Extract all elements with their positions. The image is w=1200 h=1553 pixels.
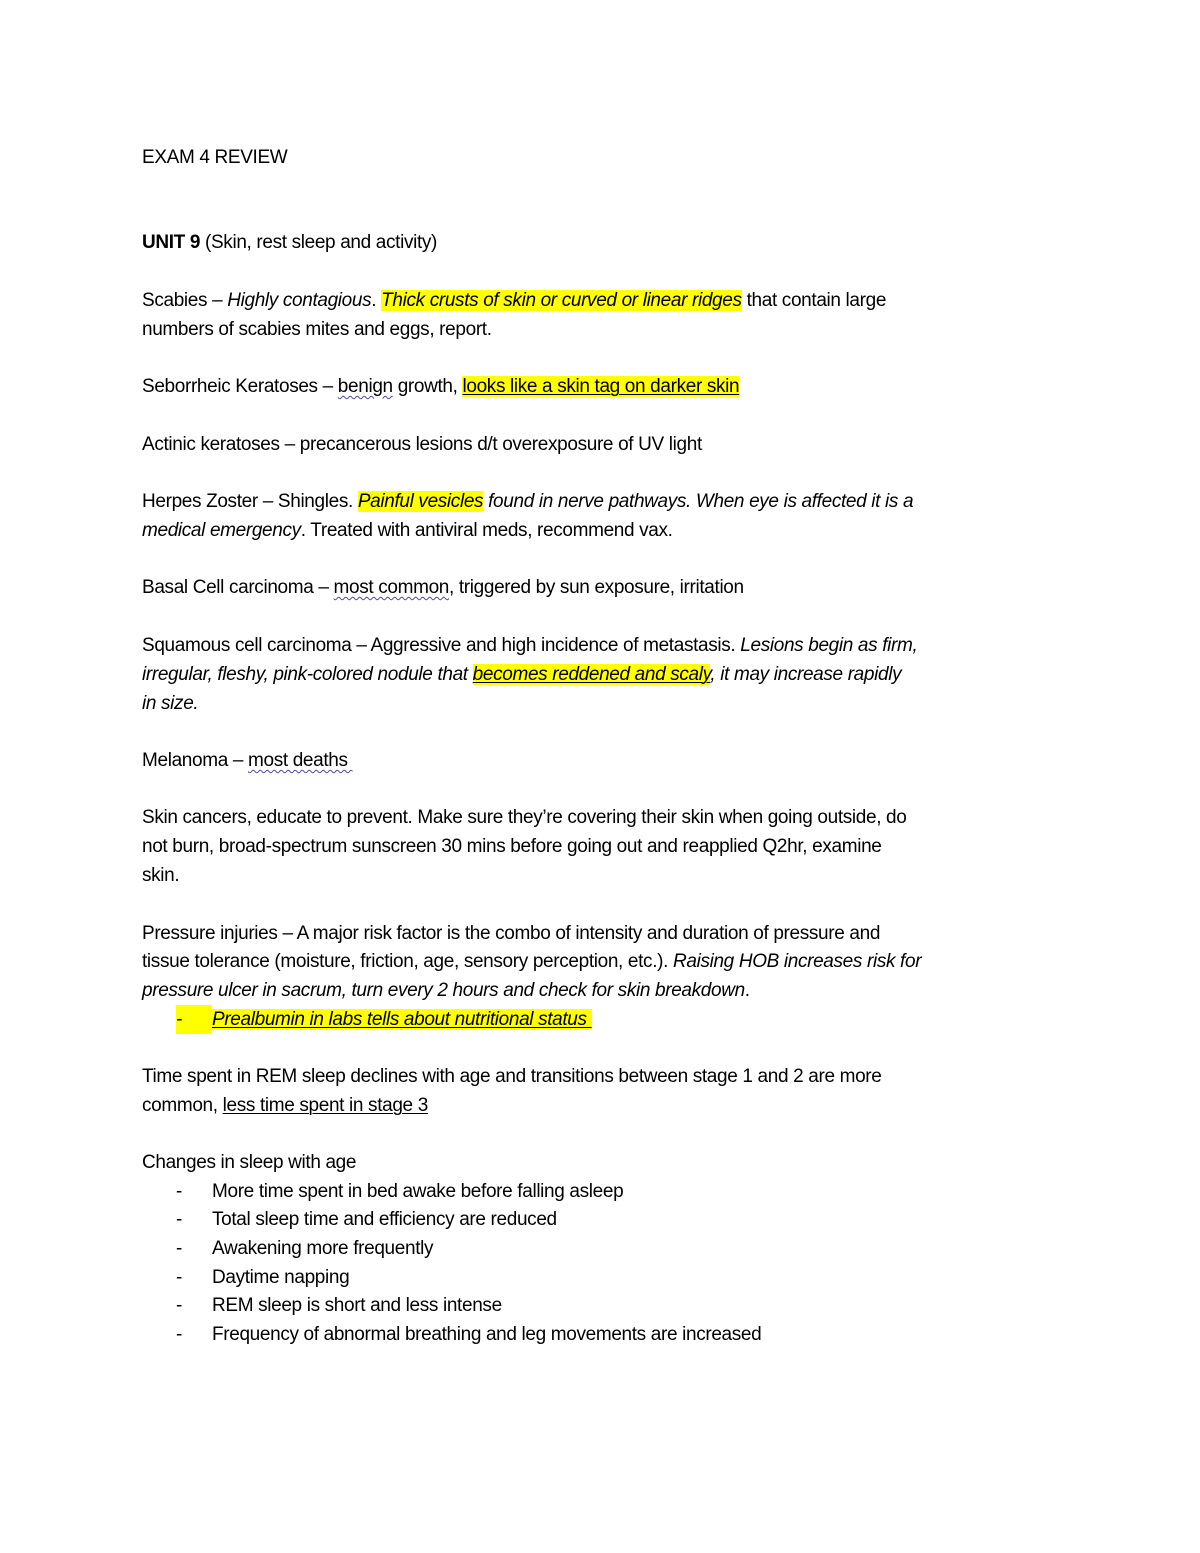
melanoma-wavy: most deaths	[248, 750, 353, 771]
herpes-term: Herpes Zoster – Shingles.	[142, 491, 358, 512]
pressure-line-3a: pressure ulcer in sacrum, turn every 2 hours and check for skin breakdown	[142, 980, 745, 1001]
unit-rest: (Skin, rest sleep and activity)	[200, 232, 438, 253]
pressure-line-1: Pressure injuries – A major risk factor is the combo of intensity and duration of pressure and	[142, 923, 881, 944]
pressure-bullet-dash: -	[176, 1005, 212, 1034]
squamous-italic-1: Lesions begin as firm,	[740, 635, 918, 656]
pressure-line-2	[142, 947, 921, 976]
changes-item-text: Awakening more frequently	[212, 1238, 434, 1259]
seborrheic-term: Seborrheic Keratoses –	[142, 376, 338, 397]
pressure-bullet	[142, 1005, 592, 1034]
changes-dash: -	[176, 1295, 182, 1316]
scabies-highlight: Thick crusts of skin or curved or linear ridges	[381, 290, 742, 311]
changes-item-text: Daytime napping	[212, 1267, 350, 1288]
skin-cancers-line-2: not burn, broad-spectrum sunscreen 30 mins before going out and reapplied Q2hr, examine	[142, 836, 882, 857]
changes-item	[142, 1177, 623, 1206]
changes-dash: -	[176, 1209, 182, 1230]
changes-item-text: More time spent in bed awake before falling asleep	[212, 1181, 624, 1202]
changes-item	[142, 1234, 433, 1263]
skin-cancers-line-1: Skin cancers, educate to prevent. Make sure they’re covering their skin when going outside, do	[142, 807, 907, 828]
unit-heading	[142, 228, 437, 257]
changes-item-text: REM sleep is short and less intense	[212, 1295, 502, 1316]
changes-item-text: Frequency of abnormal breathing and leg movements are increased	[212, 1324, 762, 1345]
rem-line-1: Time spent in REM sleep declines with age and transitions between stage 1 and 2 are more	[142, 1066, 882, 1087]
changes-dash: -	[176, 1238, 182, 1259]
pressure-line-3	[142, 976, 750, 1005]
herpes-line-2	[142, 516, 673, 545]
basal-wavy: most common	[333, 577, 450, 598]
squamous-italic-3: in size.	[142, 693, 199, 714]
squamous-italic-2a: irregular, fleshy, pink-colored nodule that	[142, 664, 473, 685]
scabies-term: Scabies –	[142, 290, 228, 311]
squamous-line-3	[142, 689, 198, 718]
scabies-line-2: numbers of scabies mites and eggs, report.	[142, 319, 492, 340]
squamous-line-1	[142, 631, 917, 660]
unit-bold: UNIT 9	[142, 232, 201, 253]
changes-item	[142, 1205, 557, 1234]
changes-item	[142, 1291, 502, 1320]
herpes-italic-2: medical emergency	[142, 520, 301, 541]
herpes-rest: . Treated with antiviral meds, recommend vax.	[300, 520, 673, 541]
basal-term: Basal Cell carcinoma –	[142, 577, 334, 598]
seborrheic-highlight: looks like a skin tag on darker skin	[462, 376, 740, 397]
document-title: EXAM 4 REVIEW	[142, 147, 288, 168]
actinic-line: Actinic keratoses – precancerous lesions d/t overexposure of UV light	[142, 434, 702, 455]
scabies-dot: .	[371, 290, 382, 311]
pressure-bullet-text: Prealbumin in labs tells about nutritional status	[212, 1009, 592, 1030]
rem-line-2	[142, 1091, 428, 1120]
basal-line	[142, 573, 744, 602]
melanoma-line	[142, 746, 353, 775]
squamous-highlight: becomes reddened and scaly	[472, 664, 711, 685]
changes-item-text: Total sleep time and efficiency are reduced	[212, 1209, 557, 1230]
changes-dash: -	[176, 1267, 182, 1288]
rem-line-2b: less time spent in stage 3	[222, 1095, 428, 1116]
scabies-rest: that contain large	[741, 290, 887, 311]
herpes-highlight: Painful vesicles	[357, 491, 484, 512]
seborrheic-mid: growth,	[392, 376, 463, 397]
seborrheic-wavy: benign	[337, 376, 393, 397]
basal-rest: , triggered by sun exposure, irritation	[449, 577, 744, 598]
changes-item	[142, 1320, 761, 1349]
changes-dash: -	[176, 1181, 182, 1202]
pressure-line-2a: tissue tolerance (moisture, friction, age, sensory perception, etc.).	[142, 951, 673, 972]
changes-heading: Changes in sleep with age	[142, 1152, 357, 1173]
squamous-line-2	[142, 660, 901, 689]
herpes-italic-1: found in nerve pathways. When eye is affected it is a	[483, 491, 914, 512]
pressure-line-2b: Raising HOB increases risk for	[672, 951, 922, 972]
changes-item	[142, 1263, 349, 1292]
herpes-line-1	[142, 487, 913, 516]
changes-dash: -	[176, 1324, 182, 1345]
skin-cancers-line-3: skin.	[142, 865, 180, 886]
squamous-term: Squamous cell carcinoma – Aggressive and high incidence of metastasis.	[142, 635, 741, 656]
seborrheic-line	[142, 372, 739, 401]
melanoma-term: Melanoma –	[142, 750, 248, 771]
scabies-line-1	[142, 286, 886, 315]
squamous-italic-2b: , it may increase rapidly	[710, 664, 902, 685]
scabies-italic: Highly contagious	[227, 290, 372, 311]
pressure-line-3b: .	[744, 980, 750, 1001]
rem-line-2a: common,	[142, 1095, 223, 1116]
